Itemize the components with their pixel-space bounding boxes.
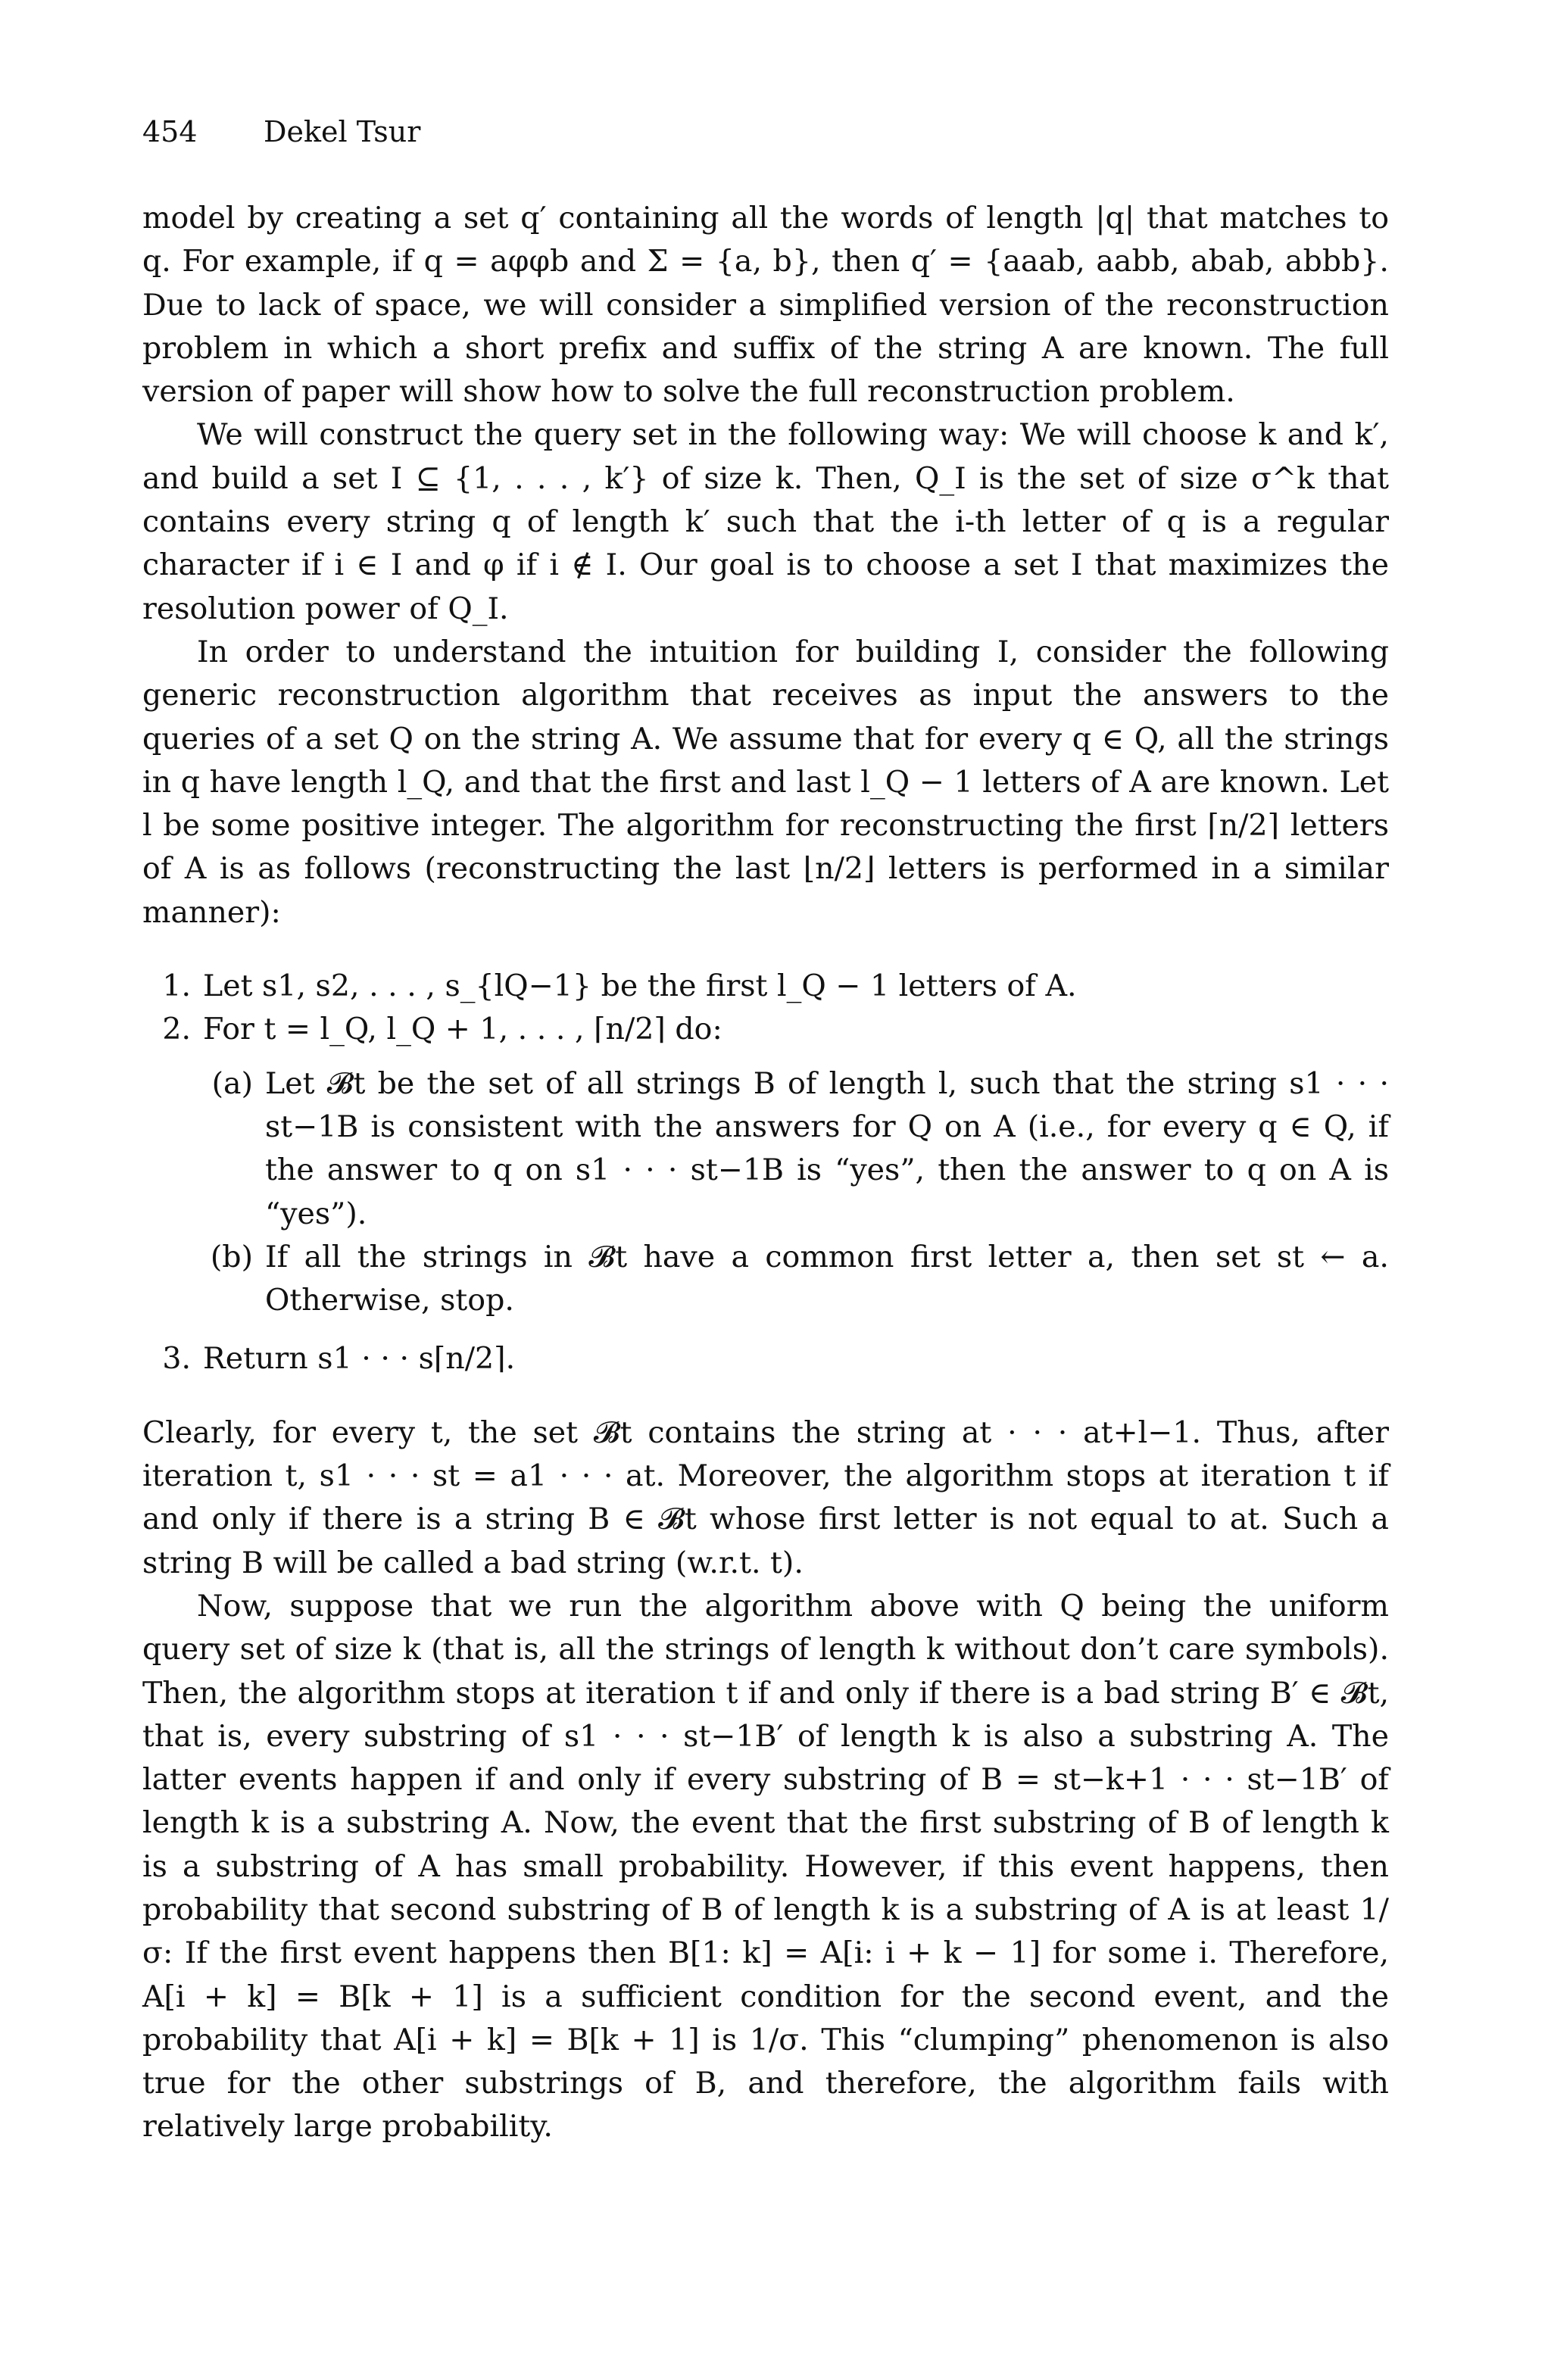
algorithm-step-2a bbox=[142, 1062, 1389, 1236]
page bbox=[142, 114, 1389, 2149]
step-number: 2. bbox=[162, 1012, 191, 1047]
algorithm-step-1 bbox=[142, 965, 1389, 1008]
substep-text: If all the strings in 𝓑t have a common first letter a, then set st ← a. Otherwise, stop. bbox=[265, 1239, 1389, 1318]
algorithm-substeps bbox=[142, 1062, 1389, 1323]
substep-text: Let 𝓑t be the set of all strings B of length l, such that the string s1 · · · st−1B is consistent with the answers for Q on A (i.e., for every q ∈ Q, if the answer to q on s1 · · · st−1B is “yes”, then the answer to q on A is “yes”). bbox=[265, 1065, 1389, 1231]
paragraph-4: Clearly, for every t, the set 𝓑t contains the string at · · · at+l−1. Thus, after iteration t, s1 · · · st = a1 · · · at. Moreover, the algorithm stops at iteration t if and only if there is a string B ∈ 𝓑t whose first letter is not equal to at. Such a string B will be called a bad string (w.r.t. t). bbox=[142, 1415, 1389, 1580]
step-text: For t = l_Q, l_Q + 1, . . . , ⌈n/2⌉ do: bbox=[203, 1012, 722, 1047]
algorithm-step-2 bbox=[142, 1008, 1389, 1051]
paragraph-2: We will construct the query set in the following way: We will choose k and k′, and build a set I ⊆ {1, . . . , k′} of size k. Then, Q_I is the set of size σ^k that contains every string q of length k′ such that the i-th letter of q is a regular character if i ∈ I and φ if i ∉ I. Our goal is to choose a set I that maximizes the resolution power of Q_I. bbox=[142, 417, 1389, 626]
substep-number: (a) bbox=[211, 1065, 253, 1101]
running-author: Dekel Tsur bbox=[264, 115, 421, 148]
step-text: Return s1 · · · s⌈n/2⌉. bbox=[203, 1341, 516, 1377]
paragraph-5: Now, suppose that we run the algorithm above with Q being the uniform query set of size k (that is, all the strings of length k without don’t care symbols). Then, the algorithm stops at iteration t if and only if there is a bad string B′ ∈ 𝓑t, that is, every substring of s1 · · · st−1B′ of length k is also a substring A. The latter events happen if and only if every substring of B = st−k+1 · · · st−1B′ of length k is a substring A. Now, the event that the first substring of B of length k is a substring of A has small probability. However, if this event happens, then probability that second substring of B of length k is a substring of A is at least 1/σ: If the first event happens then B[1: k] = A[i: i + k − 1] for some i. Therefore, A[i + k] = B[k + 1] is a sufficient condition for the second event, and the probability that A[i + k] = B[k + 1] is 1/σ. This “clumping” phenomenon is also true for the other substrings of B, and therefore, the algorithm fails with relatively large probability. bbox=[142, 1588, 1389, 2144]
paragraph-1: model by creating a set q′ containing all the words of length |q| that matches to q. For example, if q = aφφb and Σ = {a, b}, then q′ = {aaab, aabb, abab, abbb}. Due to lack of space, we will consider a simplified version of the reconstruction problem in which a short prefix and suffix of the string A are known. The full version of paper will show how to solve the full reconstruction problem. bbox=[142, 201, 1389, 410]
paragraph-3: In order to understand the intuition for building I, consider the following generic reconstruction algorithm that receives as input the answers to the queries of a set Q on the string A. We assume that for every q ∈ Q, all the strings in q have length l_Q, and that the first and last l_Q − 1 letters of A are known. Let l be some positive integer. The algorithm for reconstructing the first ⌈n/2⌉ letters of A is as follows (reconstructing the last ⌊n/2⌋ letters is performed in a similar manner): bbox=[142, 634, 1389, 930]
algorithm-step-2b bbox=[142, 1236, 1389, 1323]
algorithm-list bbox=[142, 965, 1389, 1381]
algorithm-step-3 bbox=[142, 1337, 1389, 1380]
step-number: 1. bbox=[162, 969, 191, 1004]
body-text bbox=[142, 197, 1389, 2149]
page-number: 454 bbox=[142, 115, 198, 148]
step-number: 3. bbox=[162, 1341, 191, 1377]
step-text: Let s1, s2, . . . , s_{lQ−1} be the first l_Q − 1 letters of A. bbox=[203, 969, 1077, 1004]
running-header bbox=[142, 114, 1389, 150]
substep-number: (b) bbox=[210, 1239, 253, 1274]
